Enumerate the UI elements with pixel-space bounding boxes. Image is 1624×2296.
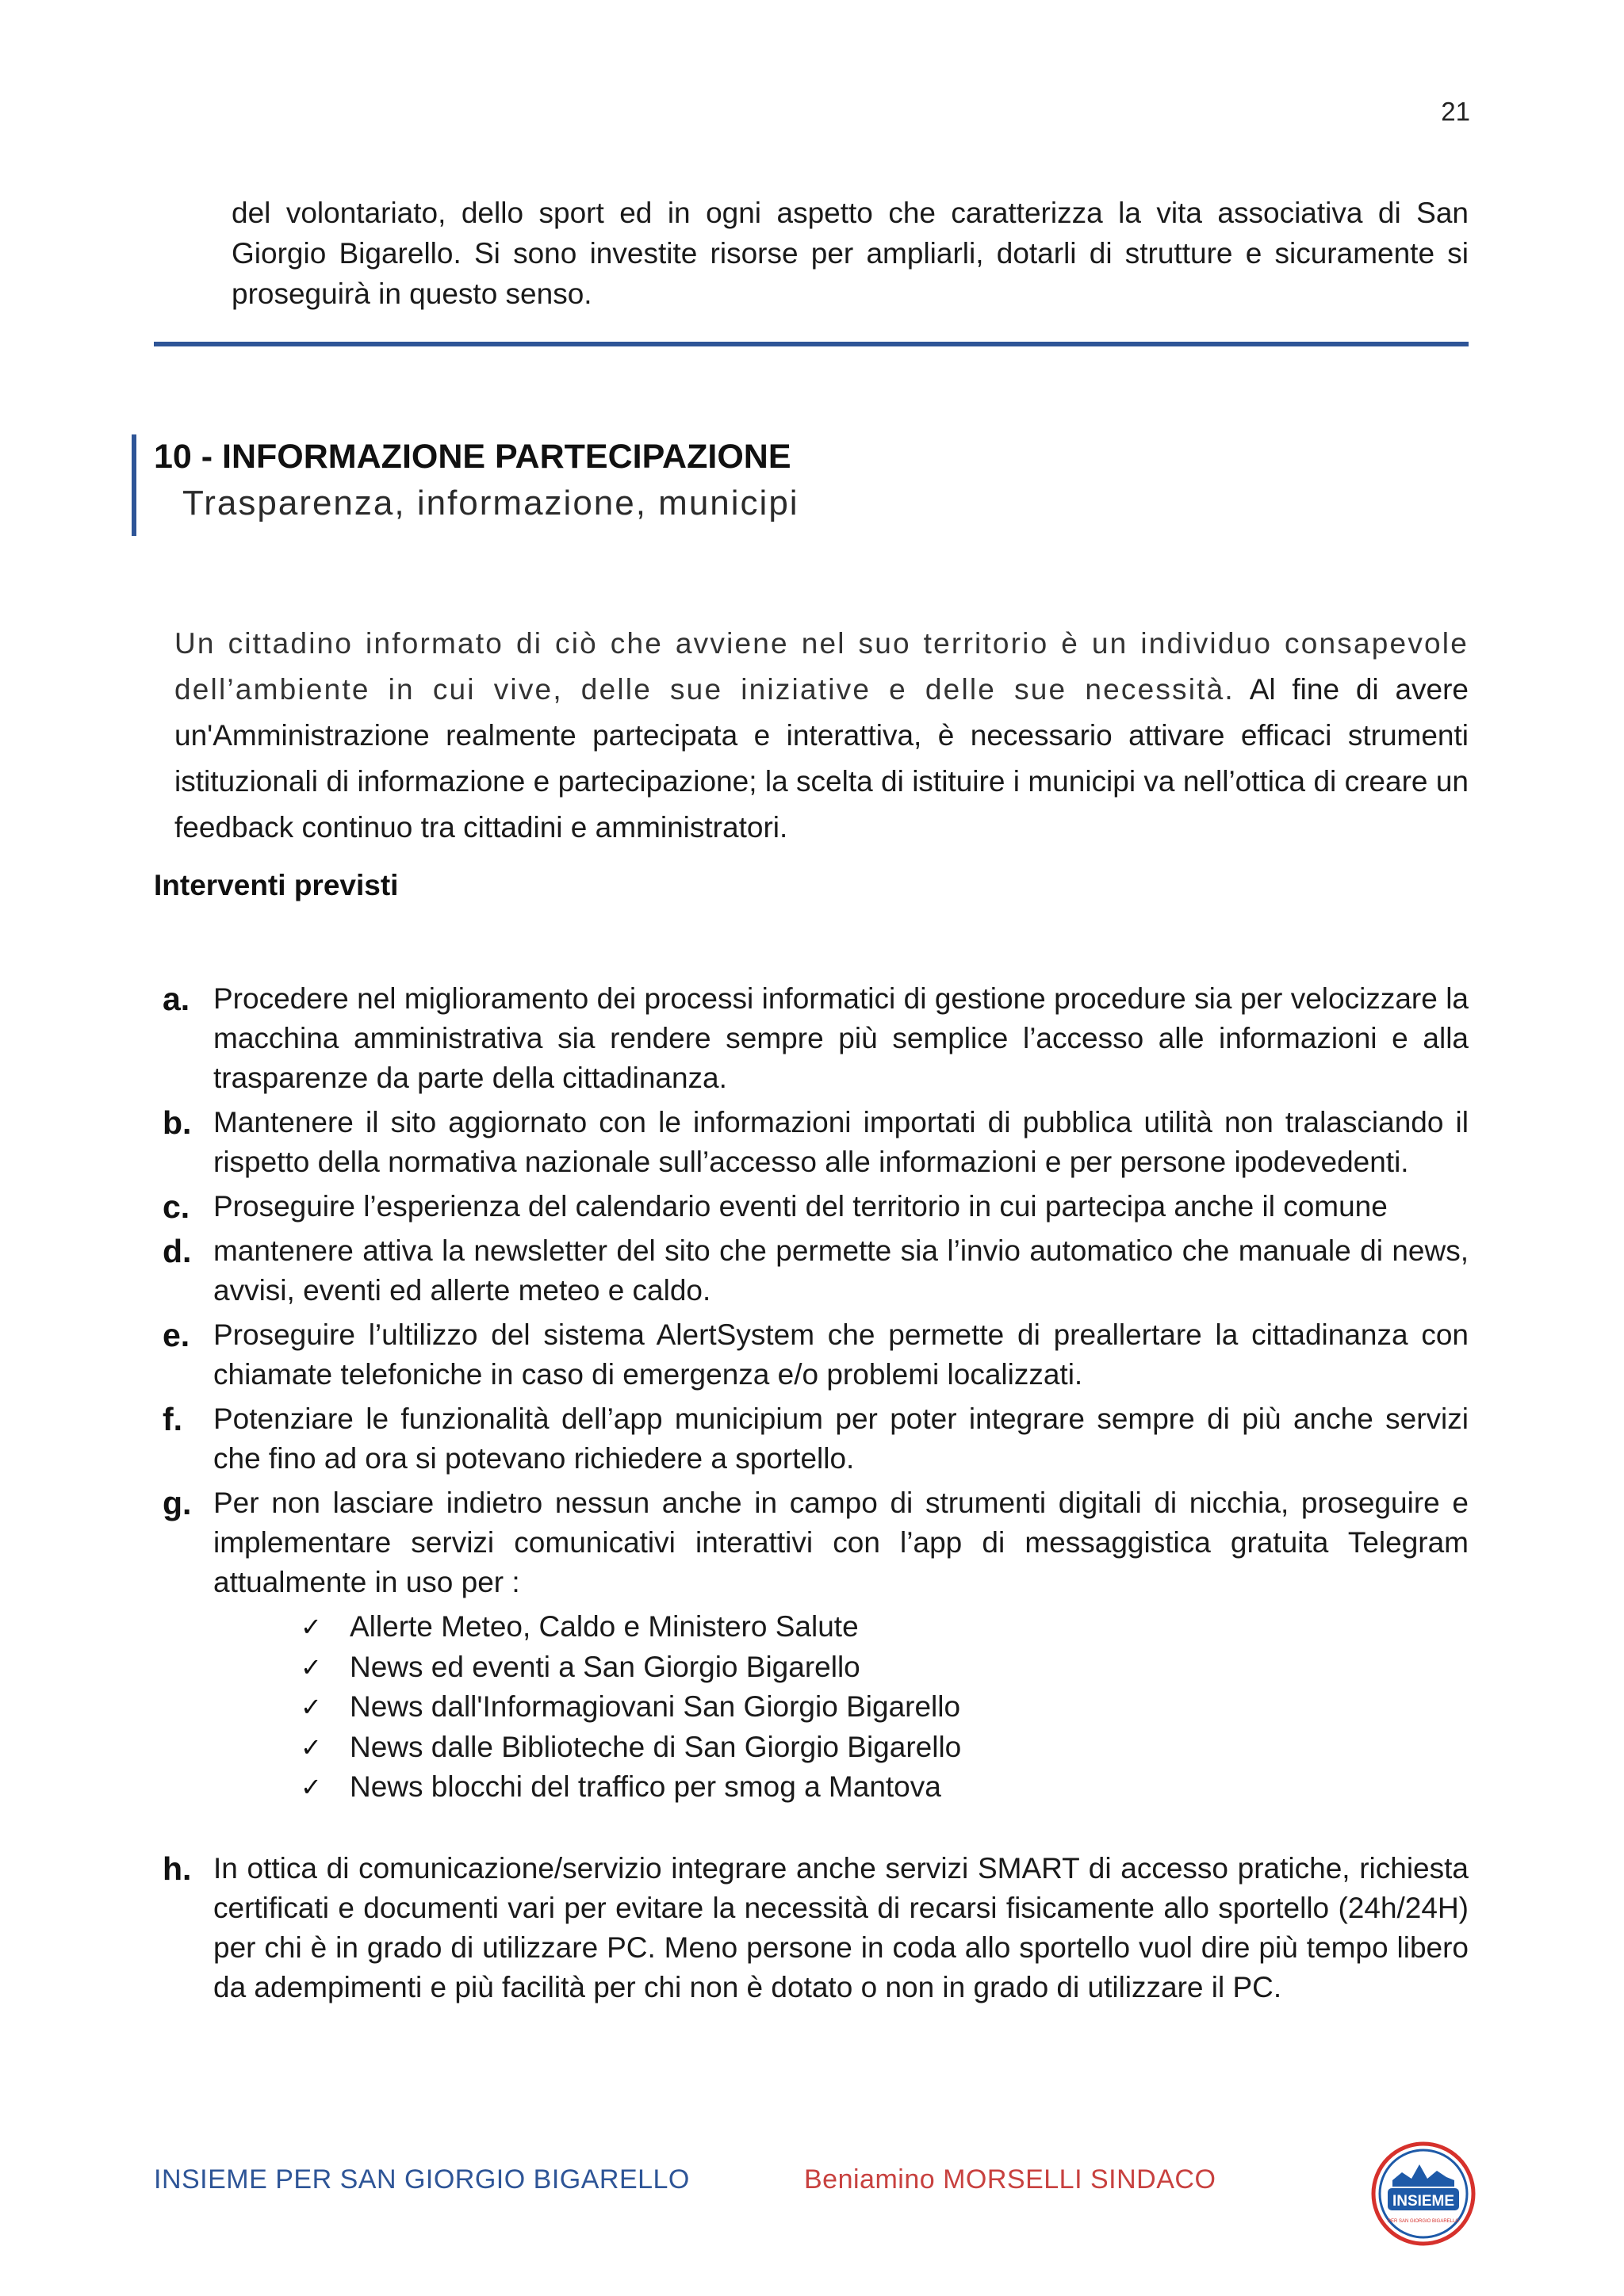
intro-paragraph: del volontariato, dello sport ed in ogni aspetto che caratterizza la vita associativa di San Giorgio Bigarello. Si sono investite risorse per ampliarli, dotarli di strutture e sicuramente si proseguirà in questo senso. [232, 197, 1469, 310]
paragraph-part-2: Al fine di avere un'Amministrazione realmente partecipata e interattiva, è necessario attivare efficaci strumenti istituzionali di informazione e partecipazione; la scelta di istituire i municipi va nell’ottica di creare un feedback continuo tra cittadini e amministratori. [174, 673, 1469, 844]
footer-candidate: Beniamino MORSELLI SINDACO [804, 2164, 1216, 2195]
checkmark-icon: ✓ [301, 1732, 322, 1762]
item-letter: e. [163, 1317, 190, 1353]
insieme-logo [1370, 2141, 1477, 2247]
channel-item [301, 1687, 1469, 1728]
channel-item [301, 1647, 1469, 1688]
checkmark-icon: ✓ [301, 1773, 322, 1801]
checkmark-icon: ✓ [301, 1613, 322, 1641]
item-text: Proseguire l’ultilizzo del sistema AlertSystem che permette di preallertare la cittadinanza con chiamate telefoniche in caso di emergenza e/o problemi localizzati. [213, 1318, 1469, 1391]
section-paragraph [174, 621, 1469, 851]
channel-label: News ed eventi a San Giorgio Bigarello [350, 1650, 860, 1683]
list-item [163, 1483, 1469, 1607]
checkmark-icon: ✓ [301, 1652, 322, 1682]
item-letter: b. [163, 1104, 192, 1141]
telegram-channel-list [163, 1607, 1469, 1808]
logo-text: INSIEME [1392, 2193, 1455, 2210]
channel-item [301, 1607, 1469, 1647]
channel-label: News blocchi del traffico per smog a Mantova [350, 1770, 941, 1803]
list-item [163, 979, 1469, 1103]
channel-item [301, 1728, 1469, 1768]
item-text: Per non lasciare indietro nessun anche in campo di strumenti digitali di nicchia, proseguire e implementare servizi comunicativi interattivi con l’app di messaggistica gratuita Telegram attualmente in uso per : [213, 1487, 1469, 1598]
item-letter: g. [163, 1485, 192, 1521]
channel-item [301, 1767, 1469, 1808]
footer-organization: INSIEME PER SAN GIORGIO BIGARELLO [154, 2164, 690, 2195]
list-item [163, 1187, 1469, 1231]
item-text: Mantenere il sito aggiornato con le informazioni importati di pubblica utilità non tralasciando il rispetto della normativa nazionale sull’accesso alle informazioni e per persone ipodevedenti. [213, 1106, 1469, 1178]
item-letter: f. [163, 1401, 183, 1437]
channel-label: News dalle Biblioteche di San Giorgio Bigarello [350, 1730, 962, 1763]
item-letter: a. [163, 981, 190, 1017]
channel-label: News dall'Informagiovani San Giorgio Bigarello [350, 1690, 961, 1723]
section-divider [154, 342, 1469, 346]
paragraph-part-1: Un cittadino informato di ciò che avviene nel suo territorio è un individuo consapevole dell’ambiente in cui vive, delle sue iniziative e delle sue necessità. [174, 627, 1469, 706]
logo-subtext: PER SAN GIORGIO BIGARELLO [1387, 2219, 1460, 2224]
item-letter: c. [163, 1188, 190, 1225]
page-number: 21 [1441, 97, 1470, 126]
list-item [163, 1849, 1469, 2012]
item-letter: h. [163, 1850, 192, 1887]
list-item [163, 1231, 1469, 1315]
list-item [163, 1399, 1469, 1483]
interventions-heading: Interventi previsti [154, 869, 399, 901]
item-text: Potenziare le funzionalità dell’app municipium per poter integrare sempre di più anche servizi che fino ad ora si potevano richiedere a sportello. [213, 1402, 1469, 1475]
item-text: Procedere nel miglioramento dei processi informatici di gestione procedure sia per velocizzare la macchina amministrativa sia rendere sempre più semplice l’accesso alle informazioni e alla trasparenze da parte della cittadinanza. [213, 982, 1469, 1094]
section-subtitle: Trasparenza, informazione, municipi [182, 484, 799, 522]
item-letter: d. [163, 1233, 192, 1269]
checkmark-icon: ✓ [301, 1693, 322, 1721]
item-text: In ottica di comunicazione/servizio integrare anche servizi SMART di accesso pratiche, richiesta certificati e documenti vari per evitare la necessità di recarsi fisicamente allo sportello (24h/24H) per chi è in grado di utilizzare PC. Meno persone in coda allo sportello vuol dire più tempo libero da adempimenti e più facilità per chi non è dotato o non in grado di utilizzare il PC. [213, 1851, 1469, 2003]
item-text: mantenere attiva la newsletter del sito che permette sia l’invio automatico che manuale di news, avvisi, eventi ed allerte meteo e caldo. [213, 1234, 1469, 1307]
list-item [163, 1103, 1469, 1187]
heading-accent-bar [132, 434, 136, 536]
section-title: 10 - INFORMAZIONE PARTECIPAZIONE [154, 438, 791, 476]
interventions-list [163, 979, 1469, 2012]
item-text: Proseguire l’esperienza del calendario eventi del territorio in cui partecipa anche il comune [213, 1190, 1388, 1223]
list-item [163, 1315, 1469, 1399]
channel-label: Allerte Meteo, Caldo e Ministero Salute [350, 1610, 859, 1643]
telegram-channels [163, 1607, 1469, 1808]
